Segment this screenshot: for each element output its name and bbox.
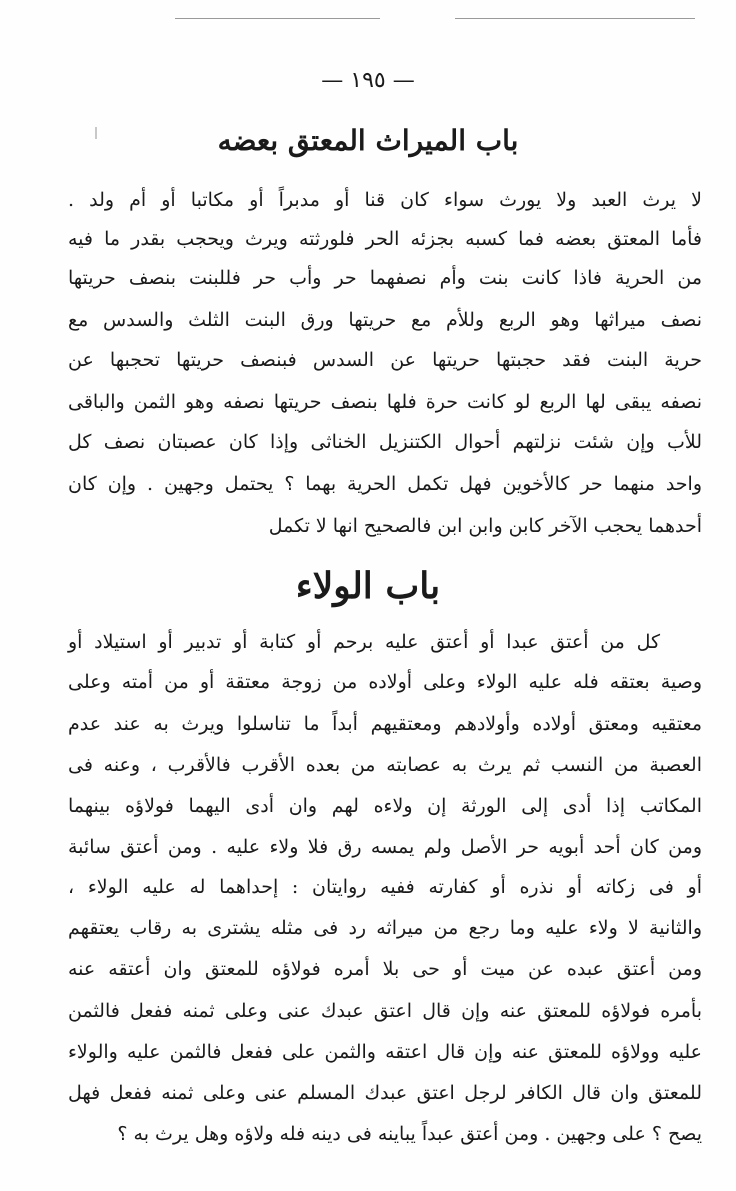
section-title-wala: باب الولاء — [295, 565, 441, 607]
text-line: نصفه يبقى لها الربع لو كانت حرة فلها بنصف حريتها نصفه وهو الثمن والباقى — [68, 391, 702, 413]
text-line: والثانية لا ولاء عليه وما رجع من ميراثه رد فى مثله يشترى به رقاب يعتقهم — [68, 917, 702, 939]
text-line: المكاتب إذا أدى إلى الورثة إن ولاءه لهم وان أدى اليهما فولاؤه بينهما — [68, 795, 702, 817]
top-rule-right — [455, 18, 695, 19]
text-line: نصف ميراثها وهو الربع وللأم مع حريتها ورق البنت الثلث والسدس مع — [68, 309, 702, 331]
top-rule-left — [175, 18, 380, 19]
text-line: العصبة من النسب ثم يرث به عصابته من بعده الأقرب فالأقرب ، وعنه فى — [68, 754, 702, 776]
text-line: ومن كان أحد أبويه حر الأصل ولم يمسه رق فلا ولاء عليه . ومن أعتق سائبة — [68, 836, 702, 858]
text-line: واحد منهما حر كالأخوين فهل تكمل الحرية بهما ؟ يحتمل وجهين . وإن كان — [68, 473, 702, 495]
text-line: للمعتق وان قال الكافر لرجل اعتق عبدك المسلم عنى وعلى ثمنه ففعل فهل — [68, 1082, 702, 1104]
text-line: معتقيه ومعتق أولاده وأولادهم ومعتقيهم أبداً ما تناسلوا ويرث به عند عدم — [68, 713, 702, 735]
text-line: حرية البنت فقد حجبتها حريتها عن السدس فبنصف حريتها تحجبها عن — [68, 349, 702, 371]
text-line: عليه وولاؤه للمعتق عنه وإن قال اعتقه والثمن على ففعل فالثمن عليه والولاء — [68, 1041, 702, 1063]
text-line: وصية بعتقه فله عليه الولاء وعلى أولاده من زوجة معتقة أو من أمته وعلى — [68, 671, 702, 693]
text-line: أحدهما يحجب الآخر كابن وابن ابن فالصحيح انها لا تكمل — [268, 515, 702, 537]
text-line: لا يرث العبد ولا يورث سواء كان قنا أو مدبراً أو مكاتبا أو أم ولد . — [68, 189, 702, 211]
text-line: يصح ؟ على وجهين . ومن أعتق عبداً يباينه فى دينه فله ولاؤه وهل يرث به ؟ — [117, 1123, 702, 1145]
page-number: — ١٩٥ — — [321, 68, 415, 93]
text-line: ومن أعتق عبده عن ميت أو حى بلا أمره فولاؤه للمعتق وان أعتقه عنه — [68, 958, 702, 980]
text-line: كل من أعتق عبدا أو أعتق عليه برحم أو كتابة أو تدبير أو استيلاد أو — [68, 631, 660, 653]
text-line: للأب وإن شئت نزلتهم أحوال الكتنزيل الخناثى وإذا كان عصبتان نصف كل — [68, 431, 702, 453]
text-line: من الحرية فاذا كانت بنت وأم نصفهما حر وأب حر فللبنت بنصف حريتها — [68, 267, 702, 289]
text-line: أو فى زكاته أو نذره أو كفارته ففيه روايتان : إحداهما له عليه الولاء ، — [68, 876, 702, 898]
text-line: بأمره فولاؤه للمعتق عنه وإن قال اعتق عبدك عنى وعلى ثمنه ففعل فالثمن — [68, 1000, 702, 1022]
section-title-inheritance-partial-freed: باب الميراث المعتق بعضه — [217, 124, 519, 157]
text-line: فأما المعتق بعضه فما كسبه بجزئه الحر فلورثته ويرث ويحجب بقدر ما فيه — [68, 228, 702, 250]
